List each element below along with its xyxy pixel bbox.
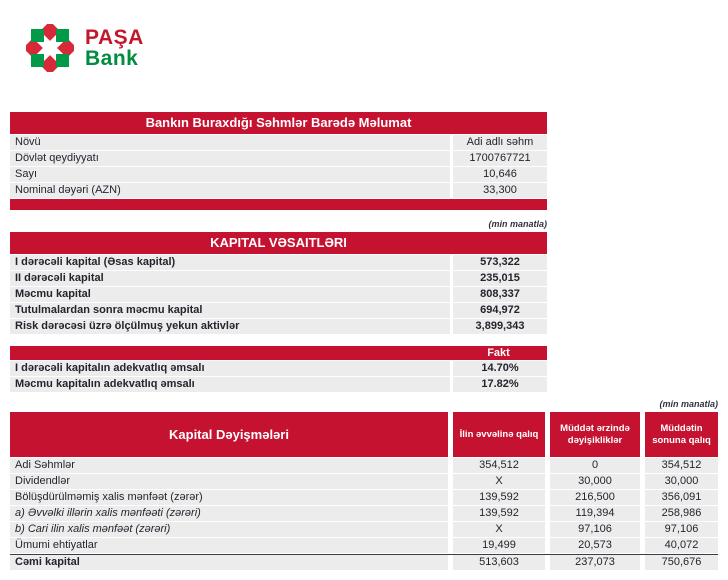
changes-table-header — [10, 412, 718, 457]
row-value-change: 0 — [550, 458, 640, 473]
row-value-end: 30,000 — [645, 474, 718, 489]
table-row — [10, 506, 718, 521]
row-value-end: 356,091 — [645, 490, 718, 505]
row-value: 694,972 — [453, 303, 547, 318]
row-value-change: 119,394 — [550, 506, 640, 521]
row-label: Dividendlər — [10, 474, 448, 489]
row-value-change: 216,500 — [550, 490, 640, 505]
row-label: a) Əvvəlki illərin xalis mənfəəti (zərəri) — [10, 506, 448, 521]
table-row — [10, 287, 547, 302]
changes-table-title: Kapital Dəyişmələri — [10, 412, 448, 457]
row-label: Risk dərəcəsi üzrə ölçülmuş yekun aktivlər — [10, 319, 450, 334]
adequacy-table-header — [10, 346, 547, 360]
table-row — [10, 255, 547, 270]
row-label: Tutulmalardan sonra məcmu kapital — [10, 303, 450, 318]
table-row — [10, 135, 547, 150]
table-row — [10, 522, 718, 537]
row-value-end: 40,072 — [645, 538, 718, 553]
table-row — [10, 538, 718, 553]
row-label: II dərəcəli kapital — [10, 271, 450, 286]
row-label: Dövlət qeydiyyatı — [10, 151, 450, 166]
table-row — [10, 303, 547, 318]
table-row — [10, 490, 718, 505]
row-value-start: 19,499 — [453, 538, 545, 553]
row-label: Sayı — [10, 167, 450, 182]
unit-note: (min manatla) — [488, 219, 547, 229]
table-bottom-bar — [10, 199, 547, 210]
row-label: I dərəcəli kapital (Əsas kapital) — [10, 255, 450, 270]
row-value: 573,322 — [453, 255, 547, 270]
capital-table — [10, 232, 547, 334]
table-row — [10, 271, 547, 286]
column-header: Müddət ərzində dəyişikliklər — [550, 412, 640, 457]
row-value: 14.70% — [453, 361, 547, 376]
row-value-end: 750,676 — [645, 555, 718, 570]
row-value-change: 97,106 — [550, 522, 640, 537]
shares-table — [10, 112, 547, 210]
column-header: Müddətin sonuna qalıq — [645, 412, 718, 457]
changes-table — [10, 412, 718, 570]
row-value-end: 354,512 — [645, 458, 718, 473]
table-row — [10, 377, 547, 392]
row-label: Adi Səhmlər — [10, 458, 448, 473]
row-value-start: 139,592 — [453, 490, 545, 505]
column-header: İlin əvvəlinə qalıq — [453, 412, 545, 457]
row-value-end: 258,986 — [645, 506, 718, 521]
table-row-total — [10, 554, 718, 570]
row-value-change: 30,000 — [550, 474, 640, 489]
table-row — [10, 361, 547, 376]
brand-line2: Bank — [85, 47, 139, 70]
row-label: Cəmi kapital — [10, 555, 448, 570]
capital-table-title: KAPITAL VƏSAITLƏRI — [10, 232, 547, 254]
row-value: 17.82% — [453, 377, 547, 392]
row-label: b) Cari ilin xalis mənfəət (zərəri) — [10, 522, 448, 537]
table-row — [10, 167, 547, 182]
row-value: Adi adlı səhm — [453, 135, 547, 150]
table-row — [10, 474, 718, 489]
row-label: Növü — [10, 135, 450, 150]
adequacy-table — [10, 345, 547, 392]
row-value-start: 513,603 — [453, 555, 545, 570]
pasha-bank-logo — [26, 24, 144, 72]
brand-wordmark — [85, 27, 144, 69]
unit-note: (min manatla) — [659, 399, 718, 409]
row-label: Ümumi ehtiyatlar — [10, 538, 448, 553]
row-value-start: 354,512 — [453, 458, 545, 473]
row-label: Nominal dəyəri (AZN) — [10, 183, 450, 198]
row-value: 3,899,343 — [453, 319, 547, 334]
pasha-star-emblem-icon — [26, 24, 74, 72]
row-value-start: 139,592 — [453, 506, 545, 521]
row-label: I dərəcəli kapitalın adekvatlıq əmsalı — [10, 361, 450, 376]
row-value-end: 97,106 — [645, 522, 718, 537]
row-label: Bölüşdürülməmiş xalis mənfəət (zərər) — [10, 490, 448, 505]
table-row — [10, 319, 547, 334]
table-row — [10, 458, 718, 473]
row-value: 1700767721 — [453, 151, 547, 166]
row-value-start: X — [453, 522, 545, 537]
table-row — [10, 183, 547, 198]
row-value-change: 20,573 — [550, 538, 640, 553]
row-value: 33,300 — [453, 183, 547, 198]
row-value-change: 237,073 — [550, 555, 640, 570]
row-label: Məcmu kapitalın adekvatlıq əmsalı — [10, 377, 450, 392]
shares-table-title: Bankın Buraxdığı Səhmlər Barədə Məlumat — [10, 112, 547, 134]
table-row — [10, 151, 547, 166]
brand-line1: PAŞA — [85, 26, 144, 49]
row-label: Məcmu kapital — [10, 287, 450, 302]
row-value: 808,337 — [453, 287, 547, 302]
header-spacer — [10, 346, 450, 360]
fakt-column-header: Fakt — [487, 347, 510, 359]
row-value: 10,646 — [453, 167, 547, 182]
row-value: 235,015 — [453, 271, 547, 286]
row-value-start: X — [453, 474, 545, 489]
